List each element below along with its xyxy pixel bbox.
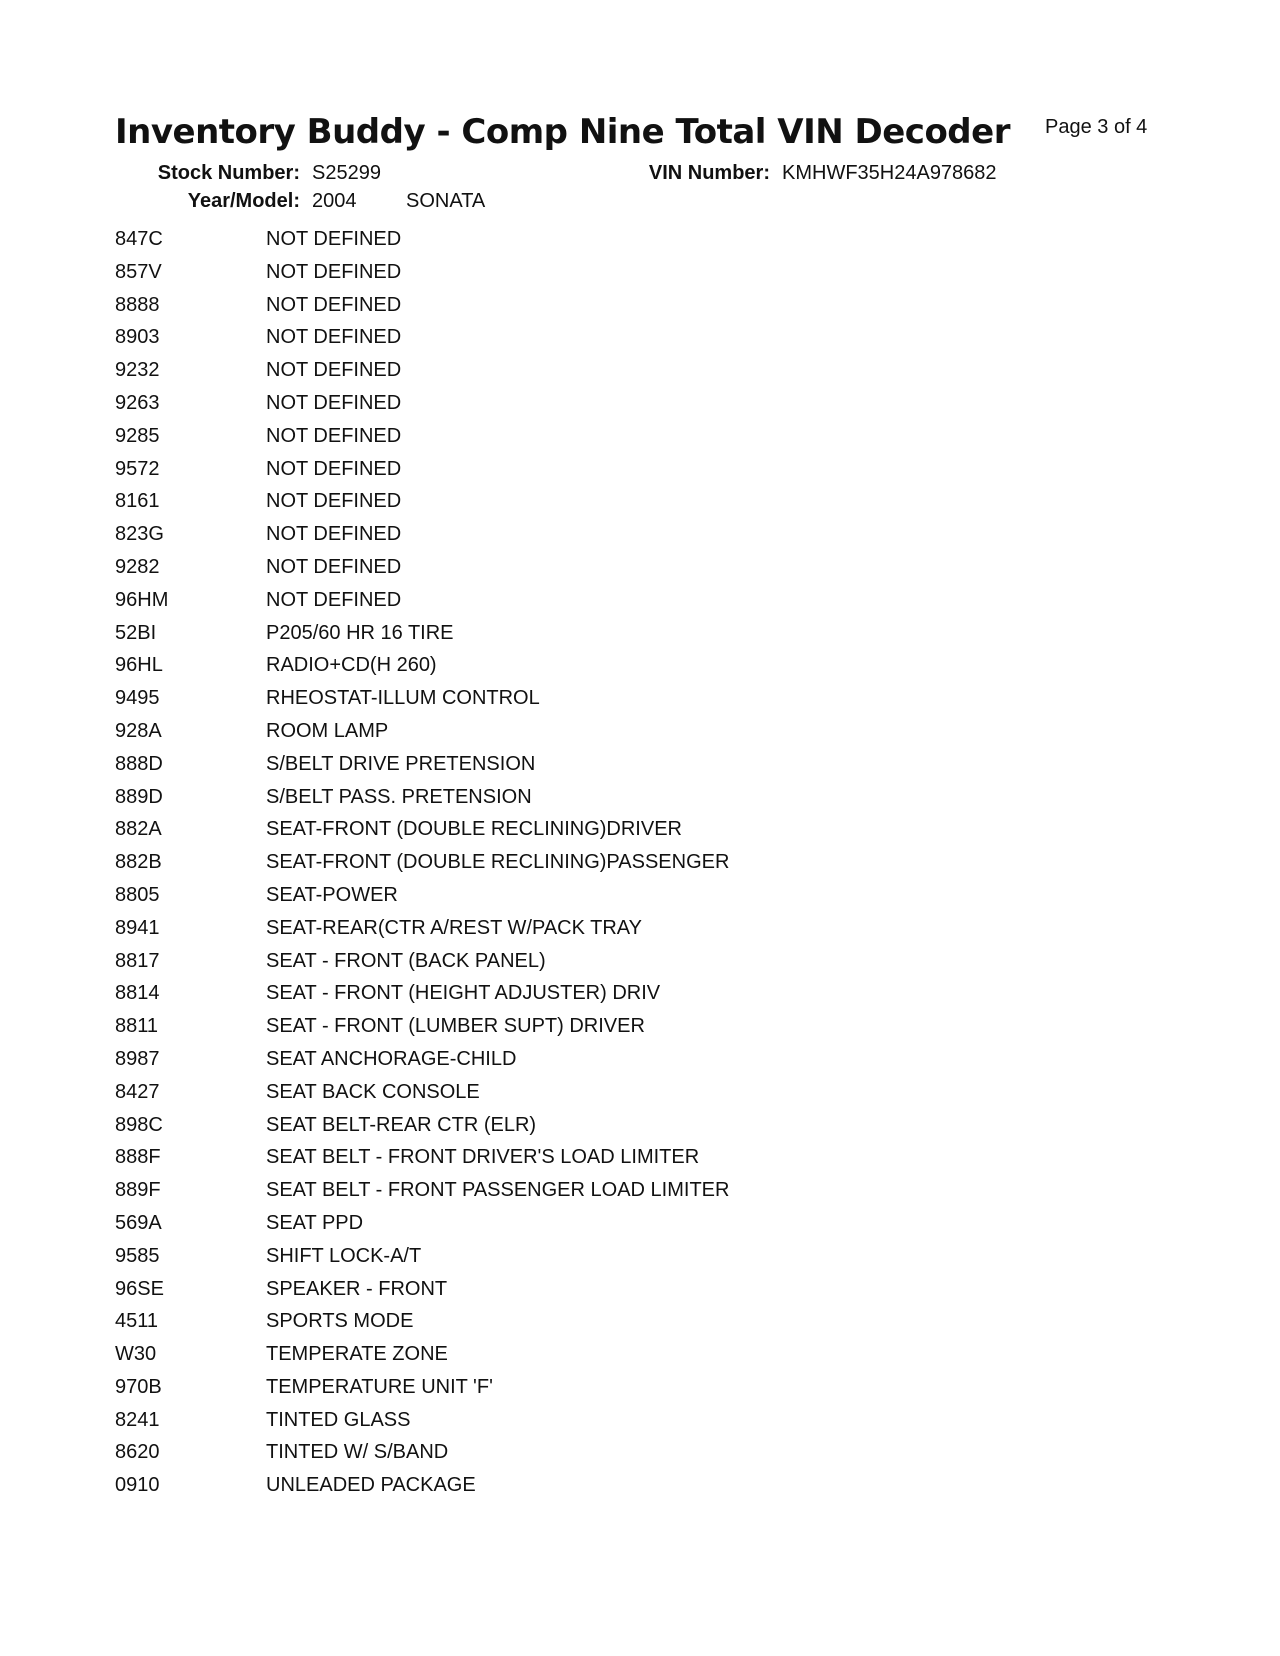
list-item [115,720,1015,753]
option-description: NOT DEFINED [266,457,402,480]
option-code: 857V [115,260,162,283]
stock-number-value: S25299 [312,162,381,184]
option-code: 882B [115,851,162,874]
list-item [115,1015,1015,1048]
list-item [115,851,1015,884]
list-item [115,622,1015,655]
option-description: TEMPERATURE UNIT 'F' [266,1375,493,1398]
model-value: SONATA [406,190,486,212]
option-description: SEAT BELT - FRONT PASSENGER LOAD LIMITER [266,1179,730,1202]
list-item [115,326,1015,359]
list-item [115,1179,1015,1212]
list-item [115,982,1015,1015]
list-item [115,1081,1015,1114]
option-code: W30 [115,1343,157,1366]
option-description: NOT DEFINED [266,359,402,382]
option-description: SEAT - FRONT (LUMBER SUPT) DRIVER [266,1015,645,1038]
list-item [115,654,1015,687]
option-code: 0910 [115,1474,160,1497]
list-item [115,1048,1015,1081]
list-item [115,818,1015,851]
option-code: 8427 [115,1080,160,1103]
vin-number-label: VIN Number: [648,162,770,184]
option-code: 8817 [115,949,160,972]
option-description: NOT DEFINED [266,424,402,447]
option-description: NOT DEFINED [266,391,402,414]
option-description: RADIO+CD(H 260) [266,654,437,677]
option-code: 9263 [115,391,160,414]
list-item [115,1441,1015,1474]
option-code: 8161 [115,490,160,513]
option-code-list [115,228,1015,1507]
option-description: NOT DEFINED [266,555,402,578]
option-description: S/BELT PASS. PRETENSION [266,785,532,808]
option-description: SEAT BELT - FRONT DRIVER'S LOAD LIMITER [266,1146,700,1169]
option-description: S/BELT DRIVE PRETENSION [266,752,536,775]
option-code: 9232 [115,359,160,382]
option-code: 8805 [115,883,160,906]
list-item [115,228,1015,261]
option-code: 847C [115,228,163,250]
list-item [115,687,1015,720]
option-code: 888D [115,752,163,775]
option-code: 9495 [115,687,160,710]
option-description: SEAT BACK CONSOLE [266,1080,480,1103]
option-code: 9285 [115,424,160,447]
list-item [115,556,1015,589]
list-item [115,1343,1015,1376]
option-description: RHEOSTAT-ILLUM CONTROL [266,687,540,710]
list-item [115,261,1015,294]
year-value: 2004 [312,190,357,212]
option-code: 8888 [115,293,160,316]
option-code: 928A [115,719,162,742]
option-description: TINTED W/ S/BAND [266,1441,449,1464]
option-code: 8241 [115,1408,160,1431]
page-number: Page 3 of 4 [1045,116,1148,138]
year-model-label: Year/Model: [187,190,300,212]
option-description: TINTED GLASS [266,1408,411,1431]
option-description: SEAT PPD [266,1211,364,1234]
option-code: 889F [115,1179,161,1202]
option-description: SEAT BELT-REAR CTR (ELR) [266,1113,537,1136]
list-item [115,1114,1015,1147]
list-item [115,458,1015,491]
list-item [115,1278,1015,1311]
option-description: TEMPERATE ZONE [266,1343,448,1366]
option-code: 898C [115,1113,163,1136]
list-item [115,425,1015,458]
list-item [115,392,1015,425]
option-description: SEAT - FRONT (BACK PANEL) [266,949,546,972]
option-code: 8903 [115,326,160,349]
vin-number-value: KMHWF35H24A978682 [782,162,997,184]
option-description: NOT DEFINED [266,490,402,513]
option-code: 8987 [115,1047,160,1070]
option-description: UNLEADED PACKAGE [266,1474,476,1497]
option-description: NOT DEFINED [266,293,402,316]
stock-number-label: Stock Number: [157,162,300,184]
list-item [115,1146,1015,1179]
list-item [115,1212,1015,1245]
option-code: 970B [115,1375,162,1398]
list-item [115,884,1015,917]
list-item [115,1310,1015,1343]
option-description: NOT DEFINED [266,326,402,349]
option-code: 96HL [115,654,163,677]
option-code: 9585 [115,1244,160,1267]
option-code: 8941 [115,916,160,939]
option-description: NOT DEFINED [266,588,402,611]
option-code: 8620 [115,1441,160,1464]
option-code: 9282 [115,555,160,578]
list-item [115,753,1015,786]
option-description: SEAT-POWER [266,883,398,906]
option-description: ROOM LAMP [266,719,389,742]
option-description: NOT DEFINED [266,228,402,250]
option-code: 8814 [115,982,160,1005]
option-code: 52BI [115,621,157,644]
option-description: SPEAKER - FRONT [266,1277,448,1300]
list-item [115,1245,1015,1278]
option-description: SEAT ANCHORAGE-CHILD [266,1047,517,1070]
option-description: SPORTS MODE [266,1310,414,1333]
option-code: 96HM [115,588,169,611]
option-code: 823G [115,523,164,546]
option-description: SEAT - FRONT (HEIGHT ADJUSTER) DRIV [266,982,661,1005]
option-code: 4511 [115,1310,159,1333]
option-code: 569A [115,1211,162,1234]
list-item [115,294,1015,327]
option-description: SHIFT LOCK-A/T [266,1244,422,1267]
option-code: 9572 [115,457,160,480]
option-code: 96SE [115,1277,164,1300]
option-code: 889D [115,785,163,808]
list-item [115,1474,1015,1507]
list-item [115,523,1015,556]
list-item [115,917,1015,950]
list-item [115,1376,1015,1409]
option-description: SEAT-REAR(CTR A/REST W/PACK TRAY [266,916,642,939]
list-item [115,359,1015,392]
list-item [115,950,1015,983]
option-description: SEAT-FRONT (DOUBLE RECLINING)DRIVER [266,818,682,841]
option-description: NOT DEFINED [266,260,402,283]
page-title: Inventory Buddy - Comp Nine Total VIN Decoder [115,112,1010,152]
list-item [115,1409,1015,1442]
option-code: 8811 [115,1015,159,1038]
option-code: 882A [115,818,162,841]
option-description: P205/60 HR 16 TIRE [266,621,454,644]
list-item [115,589,1015,622]
list-item [115,786,1015,819]
option-code: 888F [115,1146,161,1169]
option-description: SEAT-FRONT (DOUBLE RECLINING)PASSENGER [266,851,730,874]
option-description: NOT DEFINED [266,523,402,546]
list-item [115,490,1015,523]
